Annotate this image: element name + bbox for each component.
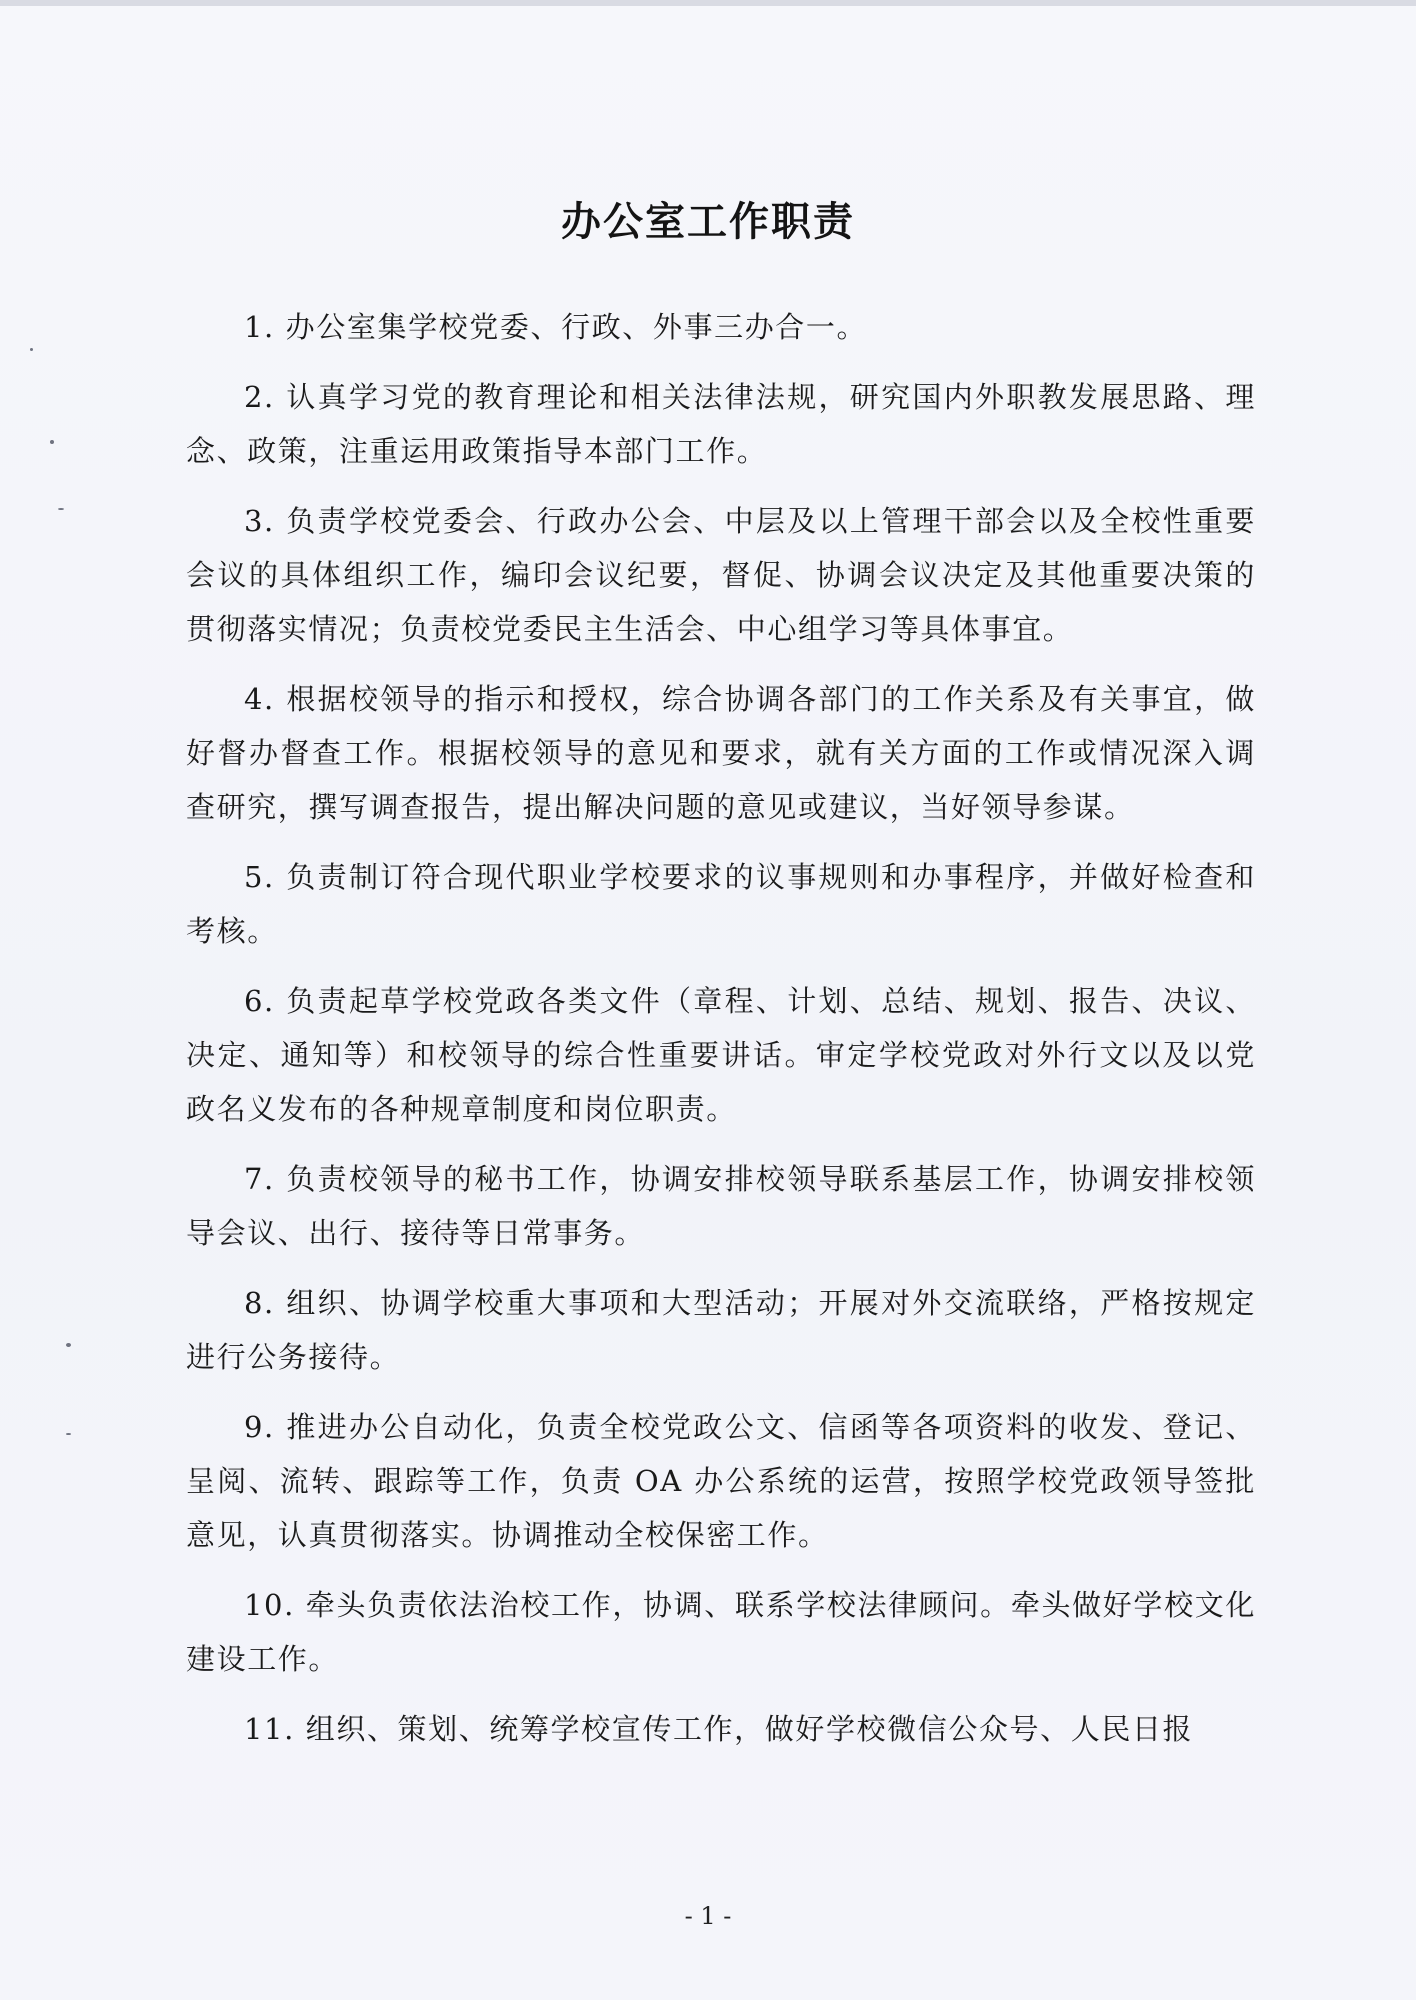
scan-top-edge <box>0 0 1416 6</box>
duty-item-3: 3. 负责学校党委会、行政办公会、中层及以上管理干部会以及全校性重要会议的具体组织工作，编印会议纪要，督促、协调会议决定及其他重要决策的贯彻落实情况；负责校党委民主生活会、中心组学习等具体事宜。 <box>186 504 1256 646</box>
page-number: - 1 - <box>684 1902 732 1930</box>
document-title: 办公室工作职责 <box>561 199 855 245</box>
duty-item-2: 2. 认真学习党的教育理论和相关法律法规，研究国内外职教发展思路、理念、政策，注重运用政策指导本部门工作。 <box>186 380 1256 468</box>
duty-item-9: 9. 推进办公自动化，负责全校党政公文、信函等各项资料的收发、登记、呈阅、流转、跟踪等工作，负责 OA 办公系统的运营，按照学校党政领导签批意见，认真贯彻落实。协调推动全校保密工作。 <box>186 1410 1256 1552</box>
scan-speck <box>50 440 54 444</box>
duty-item-8: 8. 组织、协调学校重大事项和大型活动；开展对外交流联络，严格按规定进行公务接待。 <box>186 1286 1256 1374</box>
scan-speck <box>66 1343 71 1347</box>
duty-item-1: 1. 办公室集学校党委、行政、外事三办合一。 <box>244 310 868 344</box>
duty-item-4: 4. 根据校领导的指示和授权，综合协调各部门的工作关系及有关事宜，做好督办督查工作。根据校领导的意见和要求，就有关方面的工作或情况深入调查研究，撰写调查报告，提出解决问题的意见或建议，当好领导参谋。 <box>186 682 1256 824</box>
duty-item-6: 6. 负责起草学校党政各类文件（章程、计划、总结、规划、报告、决议、决定、通知等）和校领导的综合性重要讲话。审定学校党政对外行文以及以党政名义发布的各种规章制度和岗位职责。 <box>186 984 1256 1126</box>
document-body <box>186 300 1256 1756</box>
duty-item-11: 11. 组织、策划、统筹学校宣传工作，做好学校微信公众号、人民日报 <box>244 1712 1194 1746</box>
duty-item-10: 10. 牵头负责依法治校工作，协调、联系学校法律顾问。牵头做好学校文化建设工作。 <box>186 1588 1256 1676</box>
duty-item-5: 5. 负责制订符合现代职业学校要求的议事规则和办事程序，并做好检查和考核。 <box>186 860 1256 948</box>
scan-speck <box>66 1433 71 1435</box>
duty-item-7: 7. 负责校领导的秘书工作，协调安排校领导联系基层工作，协调安排校领导会议、出行、接待等日常事务。 <box>186 1162 1256 1250</box>
scan-speck <box>30 348 33 351</box>
scan-speck <box>58 508 64 510</box>
